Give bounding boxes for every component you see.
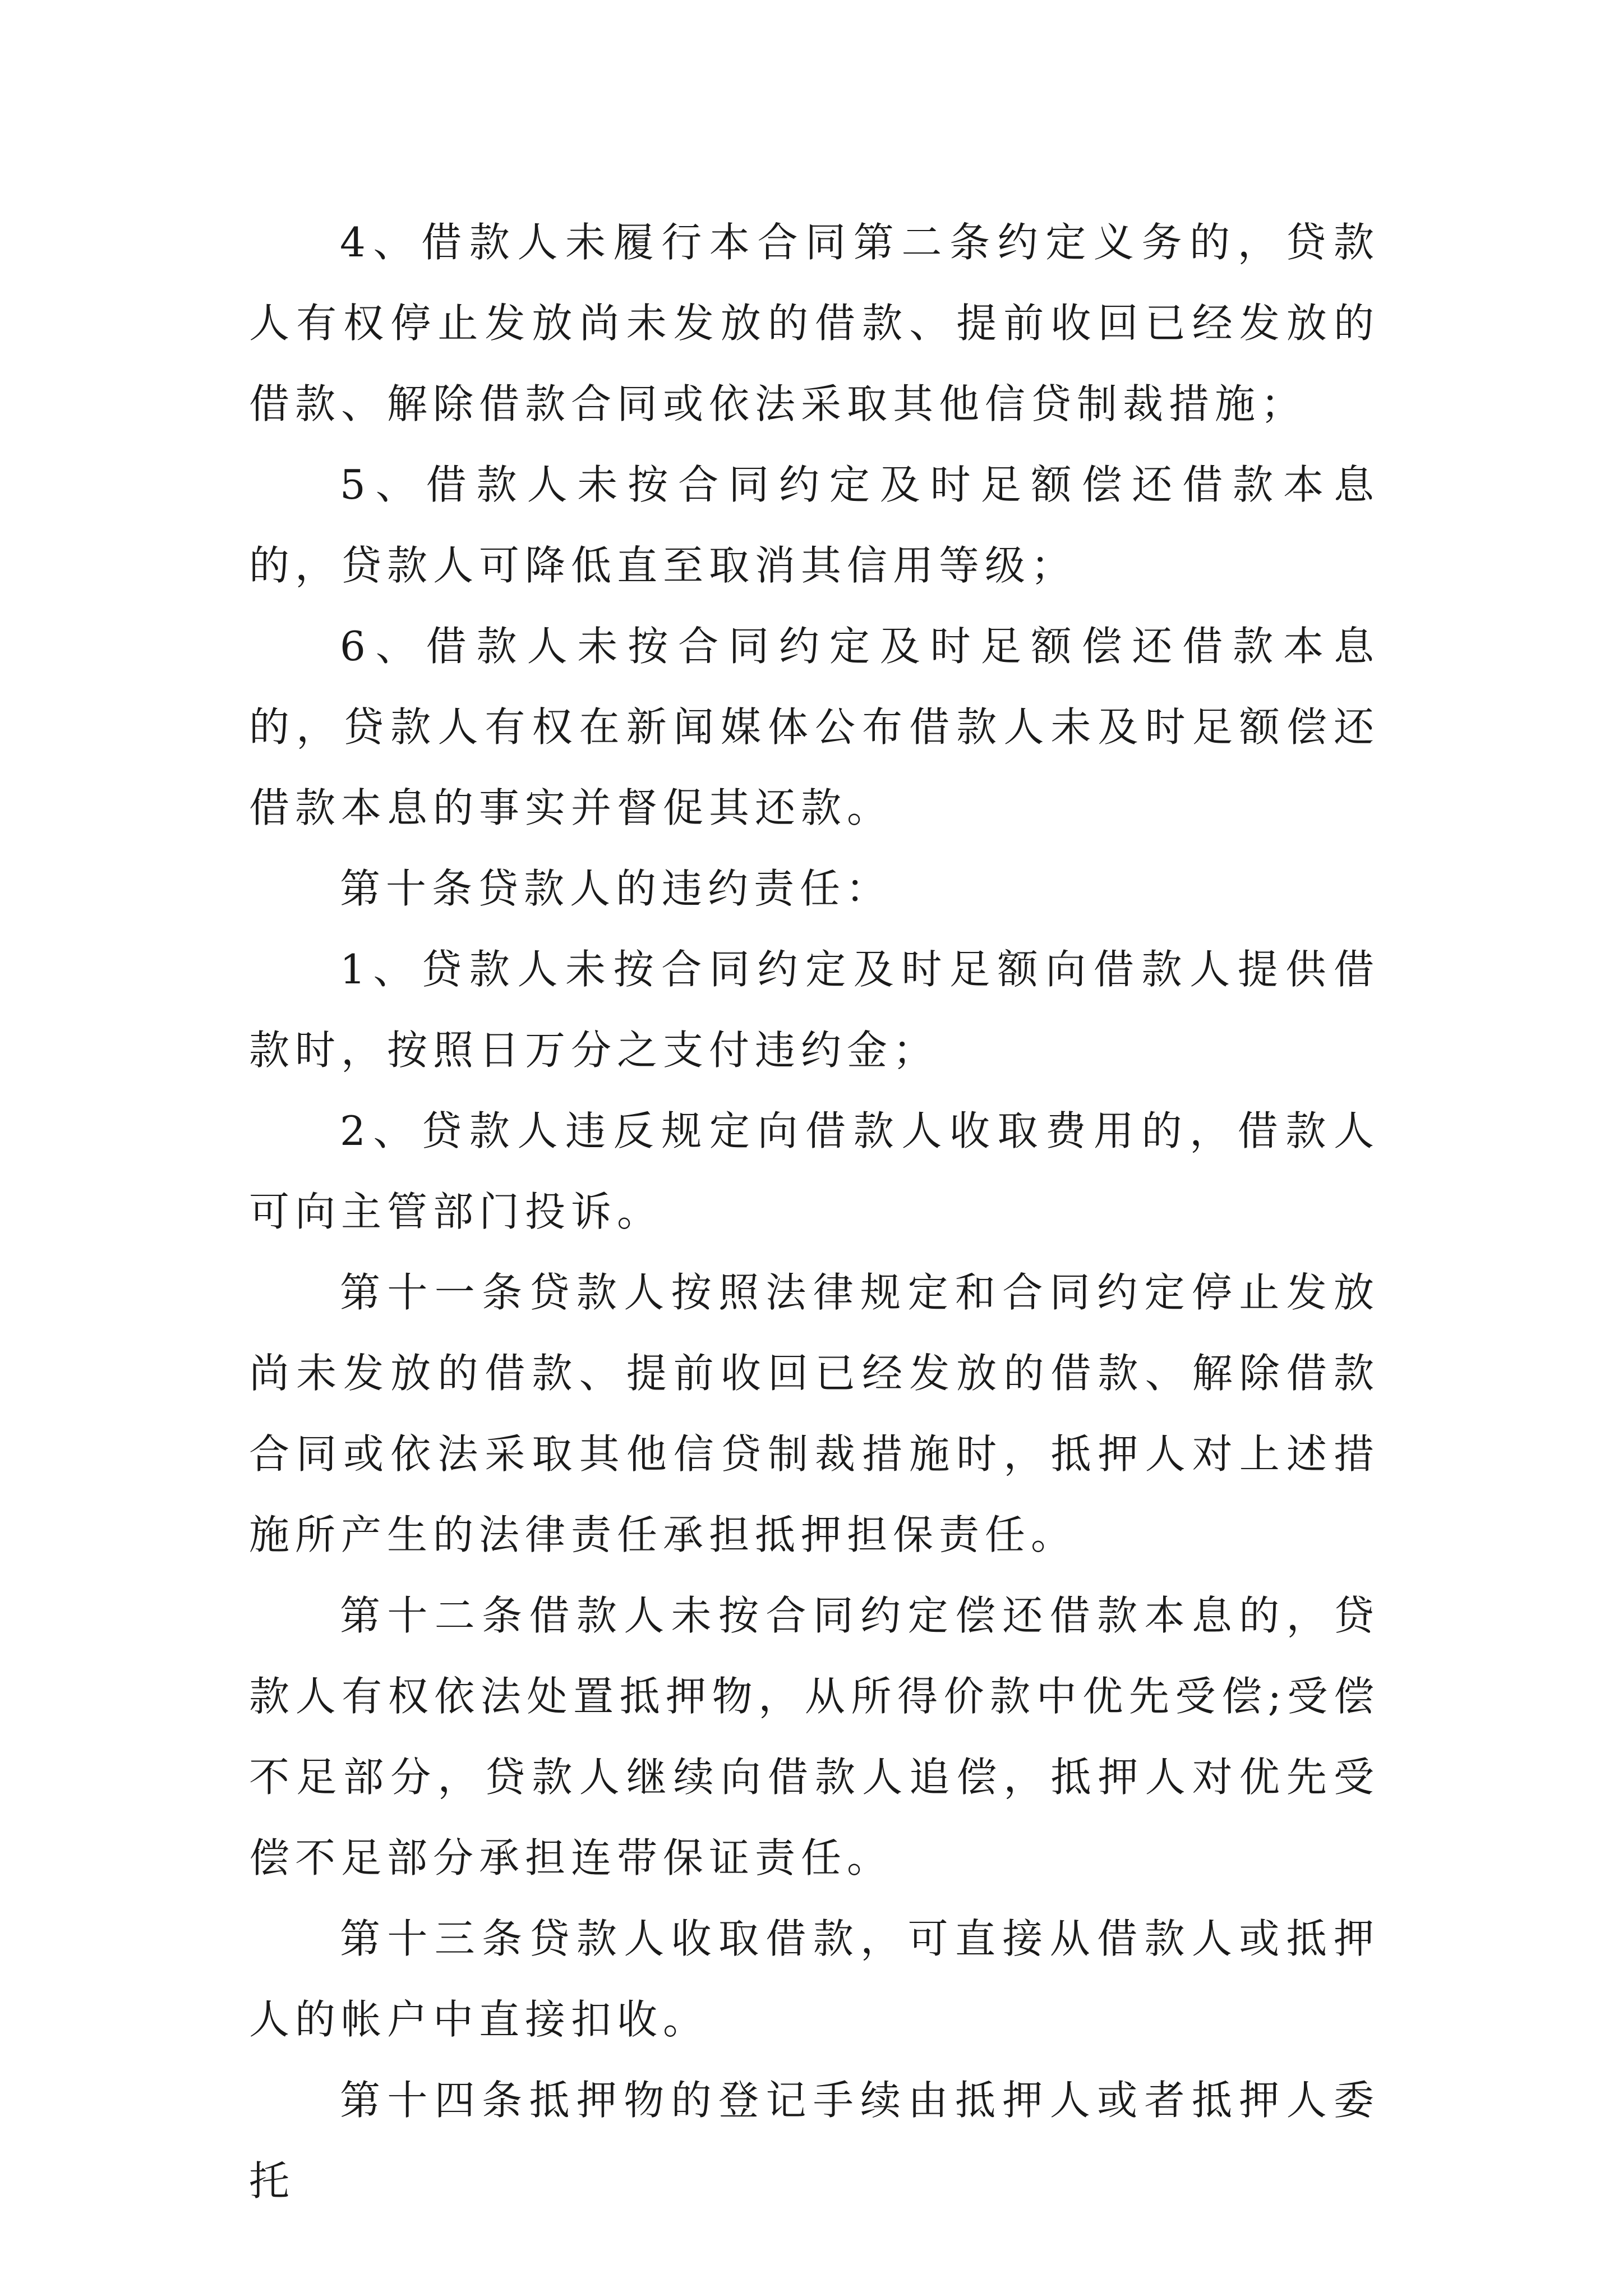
paragraph-article-11: 第十一条贷款人按照法律规定和合同约定停止发放尚未发放的借款、提前收回已经发放的借款、解除借款合同或依法采取其他信贷制裁措施时，抵押人对上述措施所产生的法律责任承担抵押担保责任。 xyxy=(249,1269,1380,1558)
document-body xyxy=(249,202,1380,2221)
paragraph-article-12: 第十二条借款人未按合同约定偿还借款本息的，贷款人有权依法处置抵押物，从所得价款中优先受偿;受偿不足部分，贷款人继续向借款人追偿，抵押人对优先受偿不足部分承担连带保证责任。 xyxy=(249,1592,1380,1881)
paragraph-article-10-heading: 第十条贷款人的违约责任： xyxy=(340,865,892,912)
paragraph-clause-4: 4、借款人未履行本合同第二条约定义务的，贷款人有权停止发放尚未发放的借款、提前收回已经发放的借款、解除借款合同或依法采取其他信贷制裁措施； xyxy=(249,219,1380,427)
paragraph-clause-6: 6、借款人未按合同约定及时足额偿还借款本息的，贷款人有权在新闻媒体公布借款人未及时足额偿还借款本息的事实并督促其还款。 xyxy=(249,623,1380,831)
paragraph-article-13: 第十三条贷款人收取借款，可直接从借款人或抵押人的帐户中直接扣收。 xyxy=(249,1915,1380,2043)
paragraph-article-14: 第十四条抵押物的登记手续由抵押人或者抵押人委托 xyxy=(249,2077,1380,2205)
paragraph-clause-5: 5、借款人未按合同约定及时足额偿还借款本息的，贷款人可降低直至取消其信用等级； xyxy=(249,461,1380,589)
paragraph-article-10-item-1: 1、贷款人未按合同约定及时足额向借款人提供借款时，按照日万分之支付违约金； xyxy=(249,946,1380,1074)
paragraph-article-10-item-2: 2、贷款人违反规定向借款人收取费用的，借款人可向主管部门投诉。 xyxy=(249,1107,1380,1235)
